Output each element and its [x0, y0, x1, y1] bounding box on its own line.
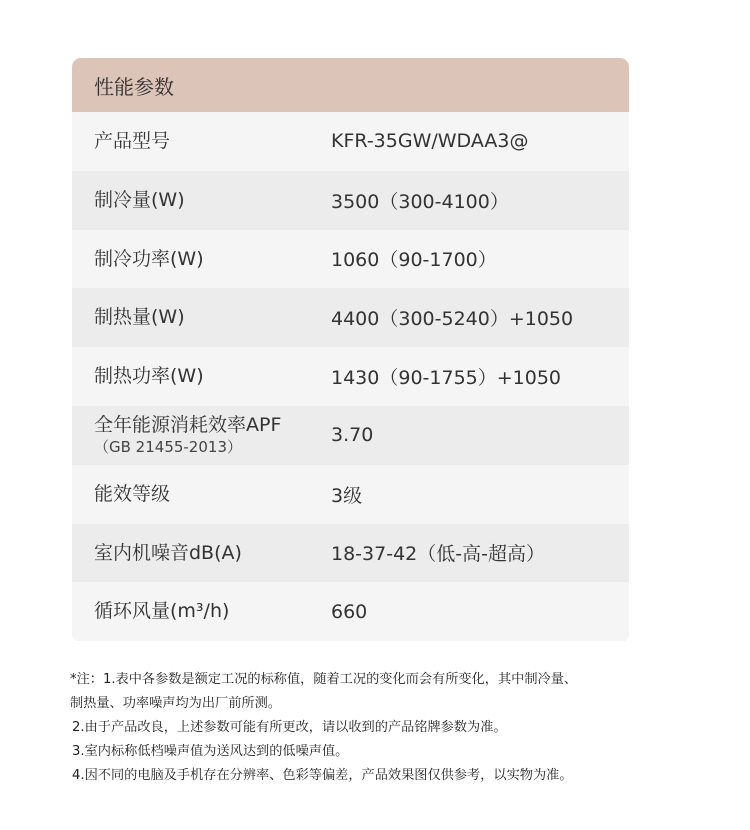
spec-row-cooling-power	[72, 230, 629, 289]
spec-value: KFR-35GW/WDAA3@	[331, 130, 529, 153]
footnote-line: 4.因不同的电脑及手机存在分辨率、色彩等偏差，产品效果图仅供参考，以实物为准。	[72, 768, 573, 783]
spec-row-airflow	[72, 582, 629, 641]
spec-table-title: 性能参数	[72, 58, 629, 112]
spec-value: 660	[331, 600, 368, 623]
spec-row-heating-capacity	[72, 288, 629, 347]
spec-row-indoor-noise	[72, 524, 629, 583]
spec-row-model	[72, 112, 629, 171]
spec-label: 制热功率(W)	[94, 365, 204, 388]
footnote-line: 2.由于产品改良，上述参数可能有所更改，请以收到的产品铭牌参数为准。	[72, 720, 507, 735]
spec-value: 1430（90-1755）+1050	[331, 367, 562, 390]
spec-label-standard: （GB 21455-2013）	[94, 438, 242, 457]
spec-value: 18-37-42（低-高-超高）	[331, 543, 545, 566]
spec-label: 制冷功率(W)	[94, 247, 204, 270]
spec-value: 4400（300-5240）+1050	[331, 308, 574, 331]
spec-row-cooling-capacity	[72, 171, 629, 230]
footnote-line: 制热量、功率噪声均为出厂前所测。	[70, 696, 281, 711]
spec-row-apf	[72, 406, 629, 465]
spec-value: 3500（300-4100）	[331, 190, 509, 213]
spec-label: 制热量(W)	[94, 306, 185, 329]
spec-label	[72, 414, 331, 456]
spec-label: 制冷量(W)	[94, 188, 185, 211]
spec-label: 能效等级	[94, 482, 171, 505]
footnotes	[70, 668, 690, 788]
spec-row-heating-power	[72, 347, 629, 406]
spec-label: 产品型号	[94, 130, 171, 152]
spec-label-main: 全年能源消耗效率APF	[94, 414, 282, 437]
spec-label: 循环风量(m³/h)	[94, 600, 230, 623]
spec-value: 3.70	[331, 424, 374, 447]
spec-value: 1060（90-1700）	[331, 249, 497, 272]
spec-label: 室内机噪音dB(A)	[94, 541, 242, 564]
spec-value: 3级	[331, 484, 363, 507]
footnote-line: 3.室内标称低档噪声值为送风达到的低噪声值。	[72, 744, 349, 759]
spec-row-energy-grade	[72, 465, 629, 524]
spec-table	[72, 58, 629, 643]
footnote-line: *注：1.表中各参数是额定工况的标称值，随着工况的变化而会有所变化，其中制冷量、	[70, 672, 578, 687]
